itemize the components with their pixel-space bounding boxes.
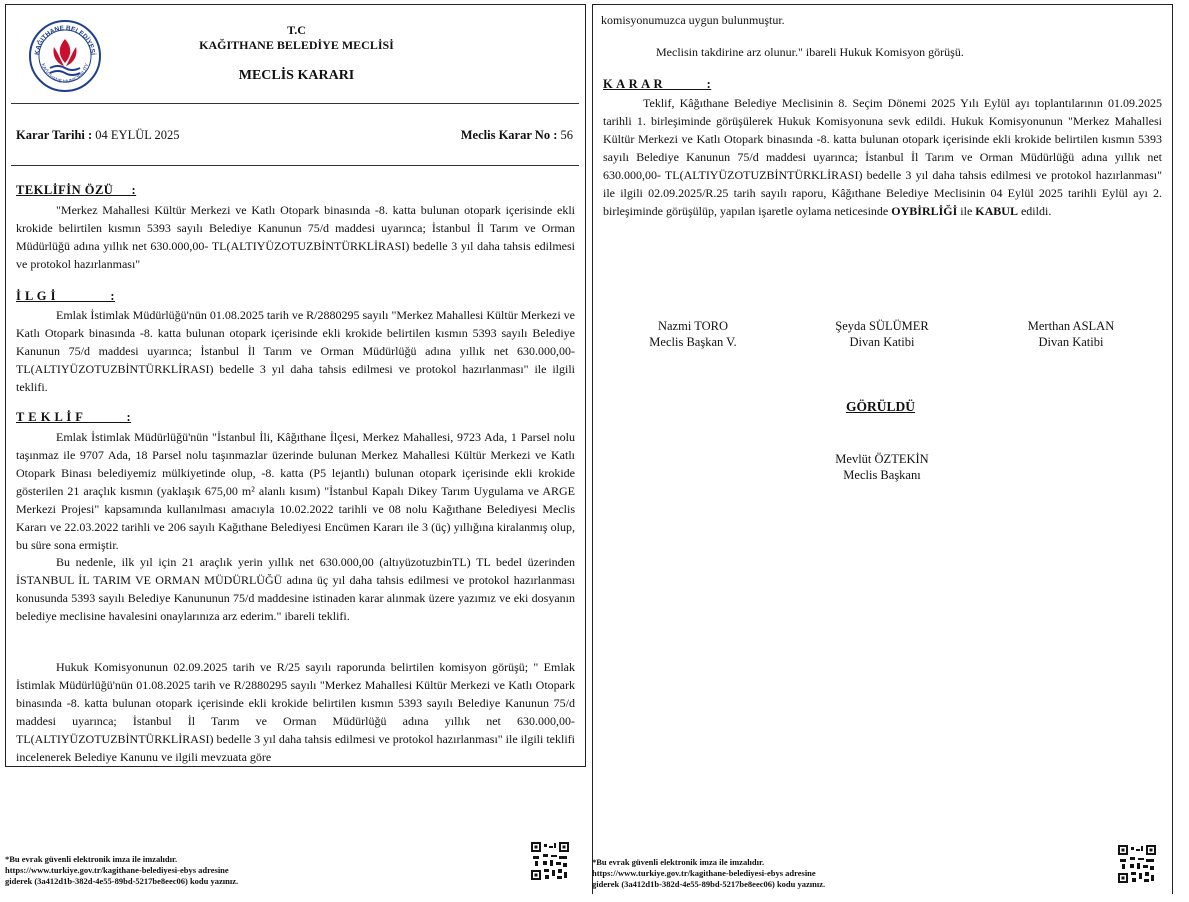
signer-3	[986, 318, 1156, 350]
footer-right-line2: https://www.turkiye.gov.tr/kagithane-belediyesi-ebys adresine	[592, 868, 816, 878]
signer-3-role: Divan Katibi	[1038, 335, 1104, 349]
karar-oybirligi: OYBİRLİĞİ	[891, 204, 958, 218]
section-text-komisyon: Hukuk Komisyonunun 02.09.2025 tarih ve R/25 sayılı raporunda belirtilen komisyon görüşü; " Emlak İstimlak Müdürlüğü'nün 01.08.2025 tarih ve R/2880295 sayılı "Merkez Mahallesi Kültür Merkezi ve Katlı Otopark binasında -8. katta bulunan otopark içerisinde ekli krokide belirtilen kısmın 5393 sayılı Belediye Kanunun 75/d maddesi uyarınca; İstanbul İl Tarım ve Orman Müdürlüğü adına yıllık net 630.000,00- TL(ALTIYÜZOTUZBİNTÜRKLİRASI) bedelle 3 yıl daha tahsis edilmesi ve protokol hazırlanması" ile ilgili teklifi incelenerek Belediye Kanunu ve ilgili mevzuata göre	[16, 660, 576, 764]
section-text-teklif-2: Bu nedenle, ilk yıl için 21 araçlık yerin yıllık net 630.000,00 (altıyüzotuzbinTL) TL bedel üzerinden İSTANBUL İL TARIM VE ORMAN MÜDÜRLÜĞÜ adına üç yıl daha tahsis edilmesi ve protokol hazırlanması konusunda 5393 sayılı Belediye Kanununun 75/d maddesine istinaden karar alınmak üzere yazımız ve eki dosyanın belediye meclisine havalesini onaylarınıza arz ederim." ibareli teklifi.	[16, 555, 575, 623]
section-text-ozu: "Merkez Mahallesi Kültür Merkezi ve Katlı Otopark binasında -8. katta bulunan otopark içerisinde ekli krokide belirtilen kısmın 5393 sayılı Belediye Kanunun 75/d maddesi uyarınca; İstanbul İl Tarım ve Orman Müdürlüğü adına yıllık net 630.000,00- TL(ALTIYÜZOTUZBİNTÜRKLİRASI) bedelle 3 yıl daha tahsis edilmesi ve protokol hazırlanması"	[16, 203, 575, 271]
decision-number-label: Meclis Karar No :	[460, 128, 558, 142]
footer-left-line1: *Bu evrak güvenli elektronik imza ile imzalıdır.	[5, 854, 178, 864]
decision-date-value: 04 EYLÜL 2025	[92, 128, 180, 142]
signer-1-role: Meclis Başkan V.	[649, 335, 737, 349]
section-text-ilgi: Emlak İstimlak Müdürlüğü'nün 01.08.2025 tarih ve R/2880295 sayılı "Merkez Mahallesi Kültür Merkezi ve Katlı Otopark binasında -8. katta bulunan otopark içerisinde ekli krokide belirtilen kısmın 5393 sayılı Belediye Kanunun 75/d maddesi uyarınca; İstanbul İl Tarım ve Orman Müdürlüğü adına yıllık net 630.000,00- TL(ALTIYÜZOTUZBİNTÜRKLİRASI) bedelle 3 yıl daha tahsis edilmesi ve protokol hazırlanması" ile ilgili teklifi.	[16, 308, 575, 394]
karar-end: edildi.	[1017, 204, 1052, 218]
page-title: MECLİS KARARI	[238, 68, 355, 83]
logo-text: KAĞITHANE BELEDİYESİ	[33, 24, 96, 56]
mayor-name: Mevlüt ÖZTEKİN	[835, 452, 929, 466]
header-divider	[11, 103, 579, 104]
karar-text: Teklif, Kâğıthane Belediye Meclisinin 8. Seçim Dönemi 2025 Yılı Eylül ayı toplantılarının 01.09.2025 tarihli 1. birleşiminde görüşülerek Hukuk Komisyonuna sevk edildi. Hukuk Komisyonunun "Merkez Mahallesi Kültür Merkezi ve Katlı Otopark binasında -8. katta bulunan otopark içerisinde ekli krokide belirtilen kısmın 5393 sayılı Belediye Kanunun 75/d maddesi uyarınca; İstanbul İl Tarım ve Orman Müdürlüğü adına yıllık net 630.000,00- TL(ALTIYÜZOTUZBİNTÜRKLİRASI) bedelle 3 yıl daha tahsis edilmesi ve protokol hazırlanması" ile ilgili 02.09.2025/R.25 tarih sayılı raporu, Kâğıthane Belediye Meclisinin 04 Eylül 2025 tarihli Eylül ayı 2. birleşiminde görüşülüp, yapılan işaretle oylama neticesinde	[603, 96, 1162, 218]
decision-number-value: 56	[557, 128, 573, 142]
signer-1-name: Nazmi TORO	[657, 319, 729, 333]
qr-code-icon-right	[1118, 845, 1156, 883]
footer-left-line3: giderek (3a412d1b-382d-4e55-89bd-5217be8eec06) kodu yazınız.	[5, 876, 239, 886]
section-text-karar	[603, 94, 1162, 220]
section-title-ilgi: İ L G İ :	[16, 289, 116, 303]
footer-left	[5, 854, 525, 887]
decision-date-label: Karar Tarihi :	[16, 128, 93, 142]
goruldu-label: GÖRÜLDÜ	[845, 399, 915, 414]
section-text-teklif-1: Emlak İstimlak Müdürlüğü'nün "İstanbul İli, Kâğıthane İlçesi, Merkez Mahallesi, 9723 Ada, 1 Parsel nolu taşınmaz ile 9707 Ada, 18 Parsel nolu taşınmazlar üzerinde bulunan Merkez Mahallesi Kültür Merkezi ve Katlı Otopark Binası belediyemiz mülkiyetinde olup, -8. katta (P5 lejantlı) bulunan otopark içerisinde ekli krokide gösterilen 21 araçlık kısmın (yaklaşık 675,00 m² alanlı kısım) "İstanbul Kapalı Dikey Tarım Uygulama ve ARGE Merkezi Projesi" kapsamında kullanılması amacıyla 10.02.2022 tarihli ve 08 nolu Kağıthane Belediyesi Meclis Kararı ve 22.03.2022 tarihli ve 206 sayılı Kağıthane Belediyesi Encümen Kararı ile 3 (üç) yıllığına kiralanmış olup, bu süre sona ermiştir.	[16, 430, 575, 552]
continuation-text: komisyonumuzca uygun bulunmuştur.	[601, 13, 785, 27]
decision-date	[16, 128, 180, 143]
footer-right	[592, 857, 1092, 890]
left-page	[5, 4, 586, 767]
mayor-signature	[797, 451, 967, 483]
logo-bottom-text: KAĞITHANE MUNICIPALITY	[39, 62, 91, 86]
header-tc: T.C	[287, 23, 306, 37]
header-council: KAĞITHANE BELEDİYE MECLİSİ	[199, 38, 394, 52]
signer-2-role: Divan Katibi	[849, 335, 915, 349]
meta-divider	[11, 165, 579, 166]
signer-1	[608, 318, 778, 350]
karar-kabul: KABUL	[975, 204, 1018, 218]
right-page	[592, 4, 1173, 894]
decision-number	[461, 128, 573, 143]
footer-left-line2: https://www.turkiye.gov.tr/kagithane-belediyesi-ebys adresine	[5, 865, 229, 875]
signer-2	[797, 318, 967, 350]
mayor-role: Meclis Başkanı	[843, 468, 921, 482]
section-title-karar: K A R A R :	[603, 77, 712, 91]
footer-right-line1: *Bu evrak güvenli elektronik imza ile imzalıdır.	[592, 857, 765, 867]
qr-code-icon	[531, 842, 569, 880]
signer-3-name: Merthan ASLAN	[1027, 319, 1115, 333]
signer-2-name: Şeyda SÜLÜMER	[835, 319, 929, 333]
takdir-text: Meclisin takdirine arz olunur." ibareli Hukuk Komisyon görüşü.	[656, 45, 964, 59]
section-title-teklif: T E K L İ F :	[16, 410, 132, 424]
section-title-ozu: TEKLİFİN ÖZÜ :	[16, 183, 137, 197]
karar-ile: ile	[957, 204, 976, 218]
footer-right-line3: giderek (3a412d1b-382d-4e55-89bd-5217be8eec06) kodu yazınız.	[592, 879, 826, 889]
